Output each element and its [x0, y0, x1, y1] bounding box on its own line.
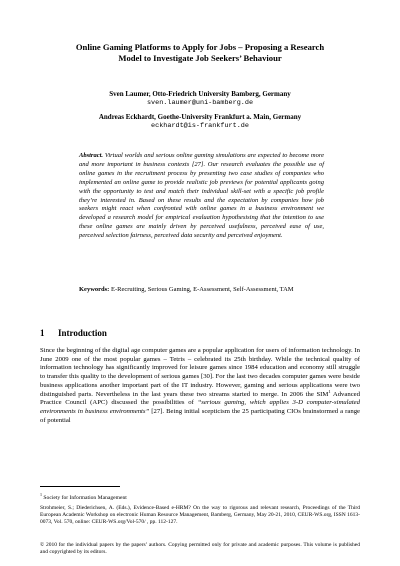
- footnote-mark: 1: [40, 492, 42, 497]
- author-email: sven.laumer@uni-bamberg.de: [146, 99, 254, 107]
- abstract-text: Virtual worlds and serious online gaming simulations are expected to become more and more important in business contexts [27]. Our research evaluates the possible use of online games in the recruitment process by presenting two case studies of companies who implemented an online game to provide realistic job previews for potential applicants going with the opportunity to test and match their individual skill-set with a specific job profile they’re interested in. Based on these results and the expectation by companies how job seekers might react when confronted with online games in a business environment we developed a research model for empirical evaluation hypothesising that the intention to use these online games are mainly driven by perceived usefulness, perceived ease of use, perceived selection fairness, perceived data security and perceived enjoyment.: [79, 152, 324, 240]
- abstract-label: Abstract.: [79, 152, 104, 159]
- intro-quote: “serious gaming, which applies 3-D computer-simulated environments in business environments”: [40, 399, 360, 415]
- copyright-notice: © 2010 for the individual papers by the papers’ authors. Copying permitted only for private and academic purposes. This volume is published and copyrighted by its editors.: [40, 542, 360, 556]
- keywords-label: Keywords:: [79, 286, 110, 293]
- section-title: Introduction: [58, 328, 107, 338]
- intro-text-2: Advanced Practice Council (APC) discussed the possibilities of: [40, 390, 360, 407]
- intro-text-1: Since the beginning of the digital age computer games are a popular application for users of information technology. In June 2009 one of the most popular games – Tetris – celebrated its 25th birthday. While the technical quality of information technology has significantly improved for leisure games since 1984 education and economy still struggle to transfer this quality to the development of serious games [30]. For the last two decades computer games were beside business applications another important part of the IT industry. However, gaming and serious applications were two distinguished parts. Nevertheless in the last years these two streams started to merge. In 2006 the SIM: [40, 347, 360, 398]
- author-email: eckhardt@is-frankfurt.de: [151, 122, 249, 130]
- keywords: [79, 286, 324, 295]
- intro-paragraph: [40, 347, 360, 425]
- section-number: 1: [40, 328, 45, 338]
- footnote-rule: [40, 486, 120, 487]
- paper-title: [40, 42, 360, 63]
- footnote: [40, 491, 127, 502]
- footnote-ref: 1: [328, 388, 331, 394]
- abstract: [79, 152, 324, 241]
- author-block-2: [40, 113, 360, 131]
- intro-text-3: [27]. Being initial scepticism the 25 participating CIOs brainstormed a range of potential: [40, 407, 361, 424]
- author-name: Sven Laumer, Otto-Friedrich University Bamberg, Germany: [109, 90, 291, 98]
- author-block-1: [40, 90, 360, 108]
- author-name: Andreas Eckhardt, Goethe-University Frankfurt a. Main, Germany: [98, 113, 302, 121]
- keywords-text: E-Recruiting, Serious Gaming, E-Assessment, Self-Assessment, TAM: [110, 286, 294, 293]
- title-line-2: Model to Investigate Job Seekers’ Behaviour: [118, 52, 282, 63]
- title-line-1: Online Gaming Platforms to Apply for Jobs – Proposing a Research: [75, 42, 325, 52]
- section-heading: [40, 328, 107, 339]
- proceedings-citation: Strohmeier, S.; Diederichsen, A. (Eds.), Evidence-Based e-HRM? On the way to rigorous and relevant research, Proceedings of the Third European Academic Workshop on electronic Human Resource Management, Bamberg, Germany, May 20-21, 2010, CEUR-WS.org, ISSN 1613-0073, Vol. 570, online: CEUR-WS.org/Vol-570/ , pp. 112-127.: [40, 505, 360, 526]
- footnote-text: Society for Information Management: [43, 494, 127, 501]
